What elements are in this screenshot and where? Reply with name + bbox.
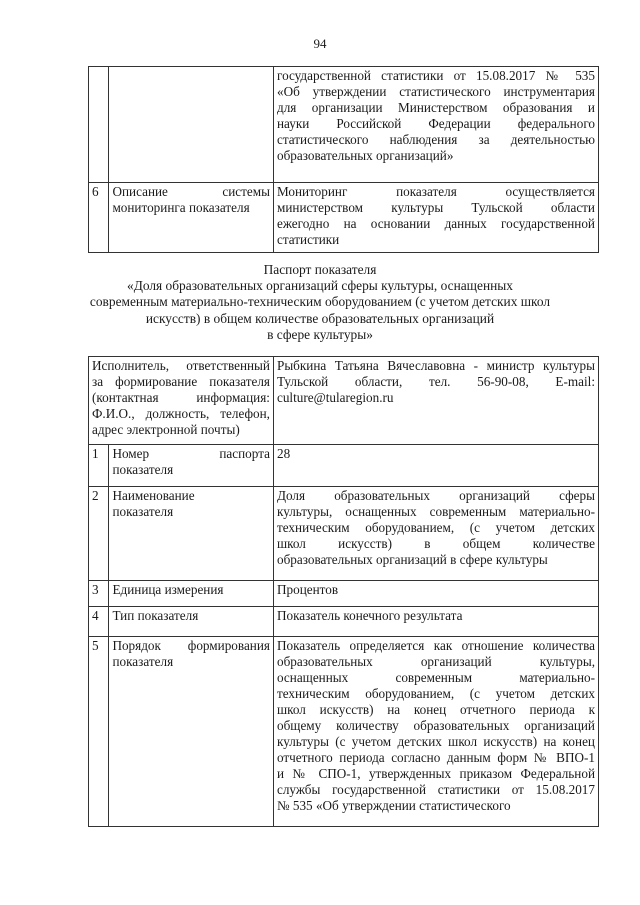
text-line: 28 xyxy=(276,446,291,461)
table-row xyxy=(89,487,599,581)
row-name-cell xyxy=(109,183,274,253)
row-number-cell: 6 xyxy=(89,183,109,253)
text-line: современным материально-техническим оборудованием (с учетом детских школ xyxy=(89,294,551,310)
text-line: образовательных организаций культуры, xyxy=(276,654,595,669)
text-line: отчетного периода согласно данным форм № ВПО-1 xyxy=(276,750,595,765)
row-number-cell: 3 xyxy=(89,581,109,607)
text-line: Тип показателя xyxy=(112,608,199,623)
text-line: мониторинга показателя xyxy=(112,200,250,215)
text-line: (контактная информация: xyxy=(92,390,270,405)
row-name-cell xyxy=(109,607,274,637)
text-line: и № СПО-1, утвержденных приказом Федеральной xyxy=(276,766,595,781)
row-name xyxy=(112,582,270,598)
table-row xyxy=(89,183,599,253)
text-line: показателя xyxy=(112,462,174,477)
text-line: показателя xyxy=(112,654,174,669)
row-name-cell xyxy=(109,581,274,607)
row-value-cell xyxy=(273,607,598,637)
row-name xyxy=(112,608,270,624)
row-value xyxy=(277,184,595,248)
row-name-cell xyxy=(109,445,274,487)
row-value xyxy=(277,68,595,164)
row-value xyxy=(277,582,595,598)
text-line: Паспорт показателя xyxy=(263,262,377,277)
row-value xyxy=(277,608,595,624)
text-line: Порядок формирования xyxy=(112,638,270,653)
text-line: культуры, оснащенных современным материально- xyxy=(276,504,595,519)
row-name-cell xyxy=(109,637,274,827)
text-line: «Об утверждении статистического инструментария xyxy=(276,84,595,99)
text-line: статистики xyxy=(276,232,340,247)
text-line: министерством культуры Тульской области xyxy=(276,200,595,215)
row-value-cell xyxy=(273,581,598,607)
row-number-cell xyxy=(89,67,109,183)
text-line: Описание системы xyxy=(112,184,270,199)
row-value xyxy=(277,638,595,814)
table-row xyxy=(89,445,599,487)
executor-value xyxy=(277,358,595,406)
row-value-cell xyxy=(273,67,598,183)
text-line: в сфере культуры» xyxy=(267,326,373,342)
text-line: для организации Министерством образования и xyxy=(276,100,595,115)
text-line: школ искусств) в общем количестве xyxy=(276,536,595,551)
text-line: статистического наблюдения за деятельностью xyxy=(276,132,595,147)
text-line: науки Российской Федерации федерального xyxy=(276,116,595,131)
text-line: ежегодно на основании данных государственной xyxy=(276,216,595,231)
text-line: Тульской области, тел. 56-90-08, E-mail: xyxy=(276,374,595,389)
text-line: государственной статистики от 15.08.2017 № 535 xyxy=(276,68,595,83)
executor-row xyxy=(89,357,599,445)
row-name xyxy=(112,184,270,216)
row-name xyxy=(112,446,270,478)
executor-label-cell xyxy=(89,357,274,445)
passport-title xyxy=(60,262,580,343)
text-line: Наименование xyxy=(112,488,195,503)
table-row xyxy=(89,67,599,183)
text-line: Показатель конечного результата xyxy=(276,608,463,623)
row-value-cell xyxy=(273,637,598,827)
text-line: образовательных организаций в сфере культуры xyxy=(276,552,548,567)
row-number-cell: 1 xyxy=(89,445,109,487)
row-value-cell xyxy=(273,487,598,581)
page-number: 94 xyxy=(313,36,327,51)
text-line: Номер паспорта xyxy=(112,446,270,461)
text-line: искусств) в общем количестве образовательных организаций xyxy=(145,310,495,326)
text-line: адрес электронной почты) xyxy=(92,422,240,437)
text-line: техническим оборудованием, (с учетом детских xyxy=(276,686,595,701)
text-line: школ искусств) на конец отчетного периода к xyxy=(276,702,595,717)
text-line: «Доля образовательных организаций сферы культуры, оснащенных xyxy=(127,278,513,294)
row-name-cell xyxy=(109,67,274,183)
text-line: Мониторинг показателя осуществляется xyxy=(276,184,595,199)
text-line: культуры (с учетом детских школ искусств) на конец xyxy=(276,734,595,749)
row-name xyxy=(112,638,270,670)
row-value xyxy=(277,488,595,568)
text-line: службы государственной статистики от 15.08.2017 xyxy=(276,782,595,797)
row-name xyxy=(112,488,270,520)
row-number-cell: 2 xyxy=(89,487,109,581)
table-passport xyxy=(88,356,599,827)
row-name-cell xyxy=(109,487,274,581)
row-number-cell: 5 xyxy=(89,637,109,827)
executor-value-cell xyxy=(273,357,598,445)
text-line: образовательных организаций» xyxy=(276,148,454,163)
text-line: техническим оборудованием, (с учетом детских xyxy=(276,520,595,535)
text-line: Доля образовательных организаций сферы xyxy=(276,488,595,503)
text-line: оснащенных современным материально- xyxy=(276,670,595,685)
row-value-cell xyxy=(273,183,598,253)
text-line: Рыбкина Татьяна Вячеславовна - министр культуры xyxy=(276,358,595,373)
executor-label xyxy=(92,358,270,438)
table-continuation xyxy=(88,66,599,253)
text-line: показателя xyxy=(112,504,174,519)
text-line: Единица измерения xyxy=(112,582,224,597)
text-line: за формирование показателя xyxy=(92,374,270,389)
table-row xyxy=(89,581,599,607)
text-line: Показатель определяется как отношение количества xyxy=(276,638,595,653)
table-row xyxy=(89,607,599,637)
row-value xyxy=(277,446,595,462)
row-number-cell: 4 xyxy=(89,607,109,637)
text-line: Процентов xyxy=(276,582,339,597)
text-line: Исполнитель, ответственный xyxy=(92,358,270,373)
text-line: № 535 «Об утверждении статистического xyxy=(276,798,511,813)
table-row xyxy=(89,637,599,827)
row-value-cell xyxy=(273,445,598,487)
text-line: culture@tularegion.ru xyxy=(276,390,394,405)
text-line: общему количеству образовательных организаций xyxy=(276,718,595,733)
text-line: Ф.И.О., должность, телефон, xyxy=(92,406,270,421)
